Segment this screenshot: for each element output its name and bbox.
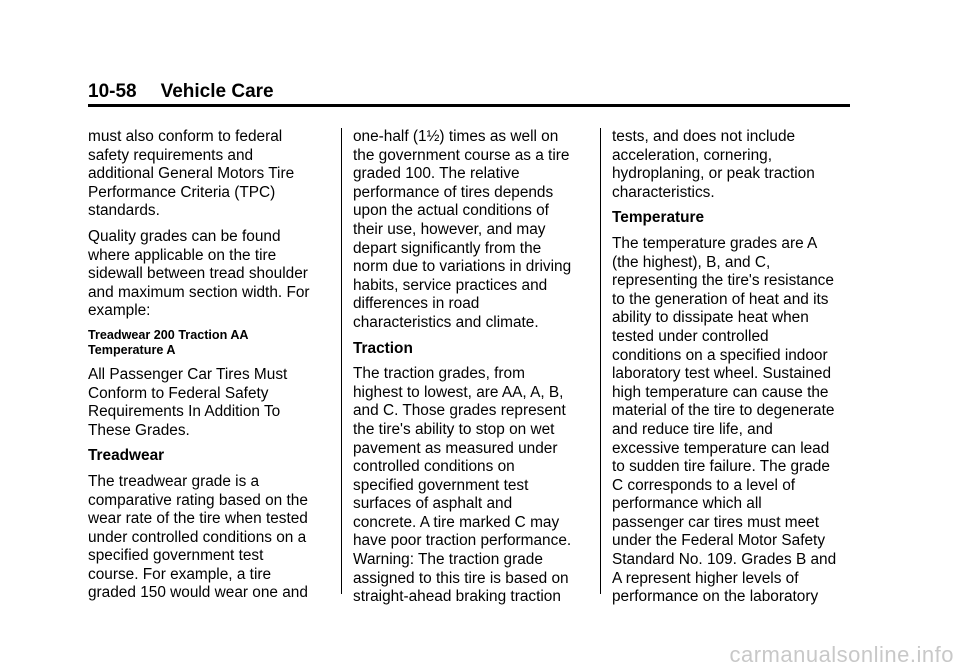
text-line: controlled conditions on — [353, 458, 515, 476]
text-line: Performance Criteria (TPC) — [88, 183, 276, 201]
text-line: Standard No. 109. Grades B and — [612, 551, 837, 569]
text-column-1 — [88, 128, 334, 610]
text-line: highest to lowest, are AA, A, B, — [353, 383, 564, 401]
text-line: performance which all — [612, 495, 762, 513]
text-line: and C. Those grades represent — [353, 402, 566, 420]
page-header — [88, 80, 274, 104]
text-line: A represent higher levels of — [612, 569, 799, 587]
text-line: upon the actual conditions of — [353, 202, 549, 220]
text-line: concrete. A tire marked C may — [353, 513, 560, 531]
text-line: assigned to this tire is based on — [353, 569, 569, 587]
text-line: The treadwear grade is a — [88, 472, 260, 490]
paragraph — [612, 128, 858, 202]
heading-treadwear: Treadwear — [88, 447, 165, 465]
section-title: Vehicle Care — [160, 81, 274, 102]
text-line: excessive temperature can lead — [612, 439, 830, 457]
text-line: All Passenger Car Tires Must — [88, 365, 288, 383]
heading-temperature: Temperature — [612, 209, 705, 227]
text-line: performance on the laboratory — [612, 588, 819, 606]
text-line: norm due to variations in driving — [353, 258, 572, 276]
text-line: material of the tire to degenerate — [612, 402, 835, 420]
text-line: habits, service practices and — [353, 276, 548, 294]
text-line: under controlled conditions on a — [88, 528, 307, 546]
text-line: and maximum section width. For — [88, 283, 310, 301]
text-line: to sudden tire failure. The grade — [612, 458, 830, 476]
paragraph — [612, 235, 858, 607]
watermark-link[interactable]: carmanualsonline.info — [729, 642, 954, 667]
text-line: surfaces of asphalt and — [353, 495, 513, 513]
paragraph — [353, 128, 599, 333]
text-line: straight-ahead braking traction — [353, 588, 561, 606]
text-line: sidewall between tread shoulder — [88, 265, 308, 283]
text-line: The traction grades, from — [353, 365, 525, 383]
text-line: laboratory test wheel. Sustained — [612, 365, 832, 383]
text-line: safety requirements and — [88, 146, 254, 164]
text-line: graded 150 would wear one and — [88, 584, 308, 602]
text-line: representing the tire's resistance — [612, 272, 834, 290]
text-line: tests, and does not include — [612, 128, 796, 145]
text-line: the government course as a tire — [353, 146, 570, 164]
text-line: specified government test — [353, 476, 529, 494]
text-line: under the Federal Motor Safety — [612, 532, 826, 550]
text-line: high temperature can cause the — [612, 383, 829, 401]
text-line: and reduce tire life, and — [612, 420, 773, 438]
text-line: Requirements In Addition To — [88, 403, 281, 421]
text-line: pavement as measured under — [353, 439, 558, 457]
heading-traction: Traction — [353, 339, 413, 357]
text-line: depart significantly from the — [353, 239, 542, 257]
text-line: standards. — [88, 202, 160, 220]
text-line: course. For example, a tire — [88, 565, 272, 583]
text-line: C corresponds to a level of — [612, 476, 796, 494]
text-column-3 — [612, 128, 858, 614]
column-divider — [341, 128, 342, 594]
text-line: specified government test — [88, 547, 264, 565]
paragraph — [88, 366, 334, 440]
grade-example — [88, 328, 334, 358]
column-divider — [600, 128, 601, 594]
paragraph — [353, 365, 599, 607]
text-line: performance of tires depends — [353, 183, 554, 201]
page-number: 10-58 — [88, 81, 137, 102]
text-line: tested under controlled — [612, 327, 769, 345]
text-line: hydroplaning, or peak traction — [612, 165, 815, 183]
text-line: must also conform to federal — [88, 128, 283, 145]
text-line: Quality grades can be found — [88, 227, 281, 245]
text-line: comparative rating based on the — [88, 491, 308, 509]
text-line: conditions on a specified indoor — [612, 346, 828, 364]
text-line: Temperature A — [88, 342, 176, 357]
text-column-2 — [353, 128, 599, 614]
text-line: example: — [88, 302, 151, 320]
text-line: to the generation of heat and its — [612, 290, 829, 308]
paragraph — [88, 128, 334, 221]
text-line: Warning: The traction grade — [353, 551, 543, 569]
text-line: one-half (1½) times as well on — [353, 128, 559, 145]
text-line: Treadwear 200 Traction AA — [88, 327, 249, 342]
text-line: (the highest), B, and C, — [612, 253, 771, 271]
text-line: acceleration, cornering, — [612, 146, 772, 164]
text-line: The temperature grades are A — [612, 234, 818, 252]
header-rule — [88, 104, 850, 107]
text-line: have poor traction performance. — [353, 532, 572, 550]
paragraph — [88, 228, 334, 321]
text-line: where applicable on the tire — [88, 246, 277, 264]
text-line: ability to dissipate heat when — [612, 309, 809, 327]
text-line: Conform to Federal Safety — [88, 384, 269, 402]
text-line: graded 100. The relative — [353, 165, 520, 183]
paragraph — [88, 473, 334, 603]
text-line: additional General Motors Tire — [88, 165, 295, 183]
text-line: These Grades. — [88, 421, 190, 439]
text-line: characteristics. — [612, 183, 715, 201]
text-line: differences in road — [353, 295, 480, 313]
text-line: the tire's ability to stop on wet — [353, 420, 555, 438]
text-line: characteristics and climate. — [353, 313, 539, 331]
text-line: their use, however, and may — [353, 220, 546, 238]
text-line: passenger car tires must meet — [612, 513, 819, 531]
text-line: wear rate of the tire when tested — [88, 510, 308, 528]
